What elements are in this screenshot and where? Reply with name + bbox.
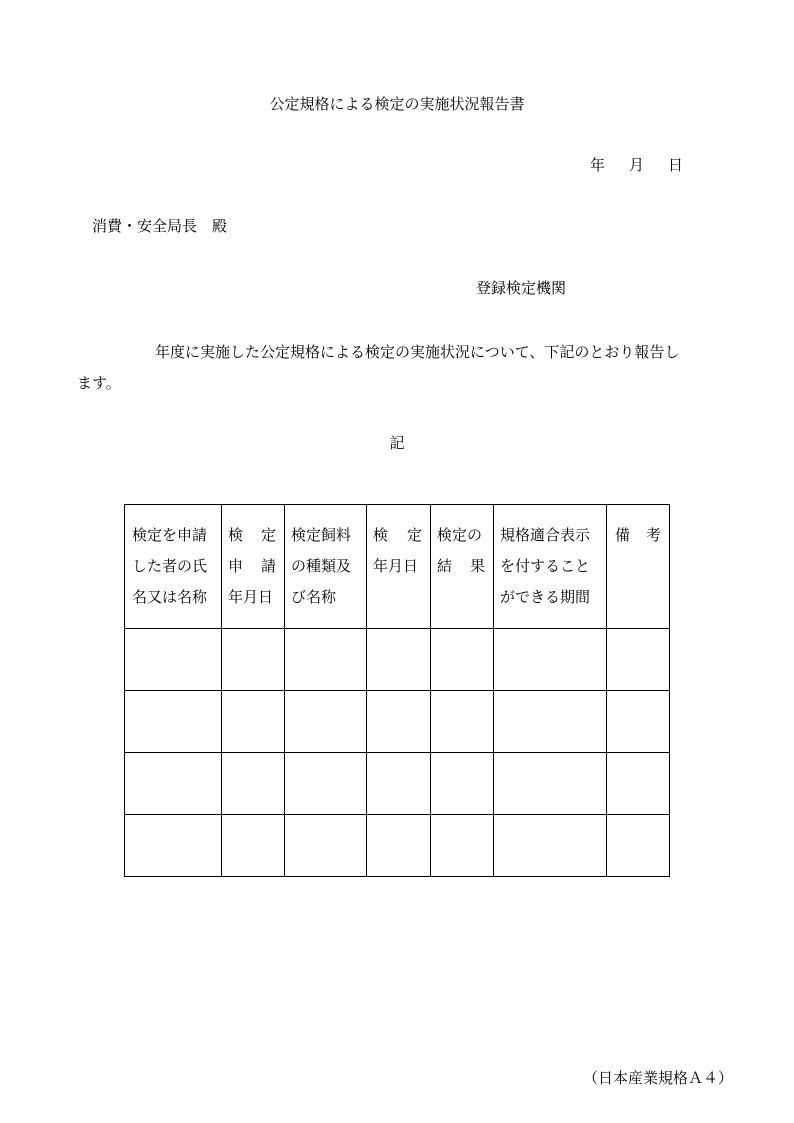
header-char: 考 [645, 526, 661, 544]
header-line: び名称 [291, 588, 337, 606]
ki-heading: 記 [389, 434, 405, 452]
header-line: 検定飼料 [291, 526, 352, 544]
header-line: 年月日 [373, 557, 419, 575]
table-row [125, 629, 670, 691]
header-line: 名又は名称 [132, 588, 208, 606]
body-paragraph-line2: ます。 [77, 374, 121, 392]
header-char: 定 [260, 526, 276, 544]
registered-institution: 登録検定機関 [476, 279, 567, 297]
table-row [125, 691, 670, 753]
table-cell [607, 753, 670, 815]
header-line: 規格適合表示 [500, 526, 591, 544]
document-title: 公定規格による検定の実施状況報告書 [269, 95, 525, 113]
header-cell [285, 505, 367, 629]
table-cell [125, 691, 222, 753]
table-row [125, 753, 670, 815]
table-cell [285, 815, 367, 877]
date-day: 日 [668, 156, 684, 174]
header-cell [222, 505, 285, 629]
paper-size-note: （日本産業規格Ａ４） [583, 1069, 734, 1087]
table-cell [125, 815, 222, 877]
table-row [125, 815, 670, 877]
header-line: 検定の [437, 526, 483, 544]
table-cell [494, 691, 607, 753]
header-line [373, 520, 430, 551]
header-line [228, 520, 284, 551]
header-line: を付すること [500, 557, 591, 575]
table-cell [431, 629, 494, 691]
header-cell [494, 505, 607, 629]
table-cell [367, 753, 431, 815]
header-char: 検 [373, 526, 389, 544]
table-cell [494, 753, 607, 815]
header-char: 請 [260, 557, 276, 575]
table-cell [607, 815, 670, 877]
inspection-record-table [124, 504, 670, 877]
table-cell [285, 691, 367, 753]
table-cell [494, 815, 607, 877]
table-cell [494, 629, 607, 691]
table-cell [125, 629, 222, 691]
table-cell [367, 815, 431, 877]
table-cell [431, 815, 494, 877]
header-cell [125, 505, 222, 629]
table-cell [431, 753, 494, 815]
header-line: 検定を申請 [132, 526, 208, 544]
table-cell [222, 629, 285, 691]
table-header-row [125, 505, 670, 629]
header-line [437, 551, 493, 582]
date-year: 年 [590, 156, 606, 174]
body-paragraph-line1: 年度に実施した公定規格による検定の実施状況について、下記のとおり報告し [155, 343, 680, 361]
header-line [228, 551, 284, 582]
table-cell [285, 629, 367, 691]
header-char: 申 [228, 557, 244, 575]
header-char: 定 [406, 526, 422, 544]
table-cell [125, 753, 222, 815]
header-line: 年月日 [228, 588, 274, 606]
table-cell [222, 691, 285, 753]
table-cell [285, 753, 367, 815]
header-cell [431, 505, 494, 629]
table-cell [367, 691, 431, 753]
table-cell [607, 691, 670, 753]
table-cell [222, 753, 285, 815]
header-line: の種類及 [291, 557, 352, 575]
date-line [590, 155, 683, 175]
header-char: 備 [615, 526, 631, 544]
header-line: ができる期間 [500, 588, 591, 606]
header-char: 検 [228, 526, 244, 544]
table-cell [431, 691, 494, 753]
header-line [615, 520, 669, 551]
date-month: 月 [629, 156, 645, 174]
table-cell [607, 629, 670, 691]
addressee: 消費・安全局長 殿 [92, 217, 228, 235]
header-cell [607, 505, 670, 629]
header-cell [367, 505, 431, 629]
header-char: 結 [437, 557, 453, 575]
header-line: した者の氏 [132, 557, 208, 575]
table-cell [367, 629, 431, 691]
header-char: 果 [469, 557, 485, 575]
table-cell [222, 815, 285, 877]
